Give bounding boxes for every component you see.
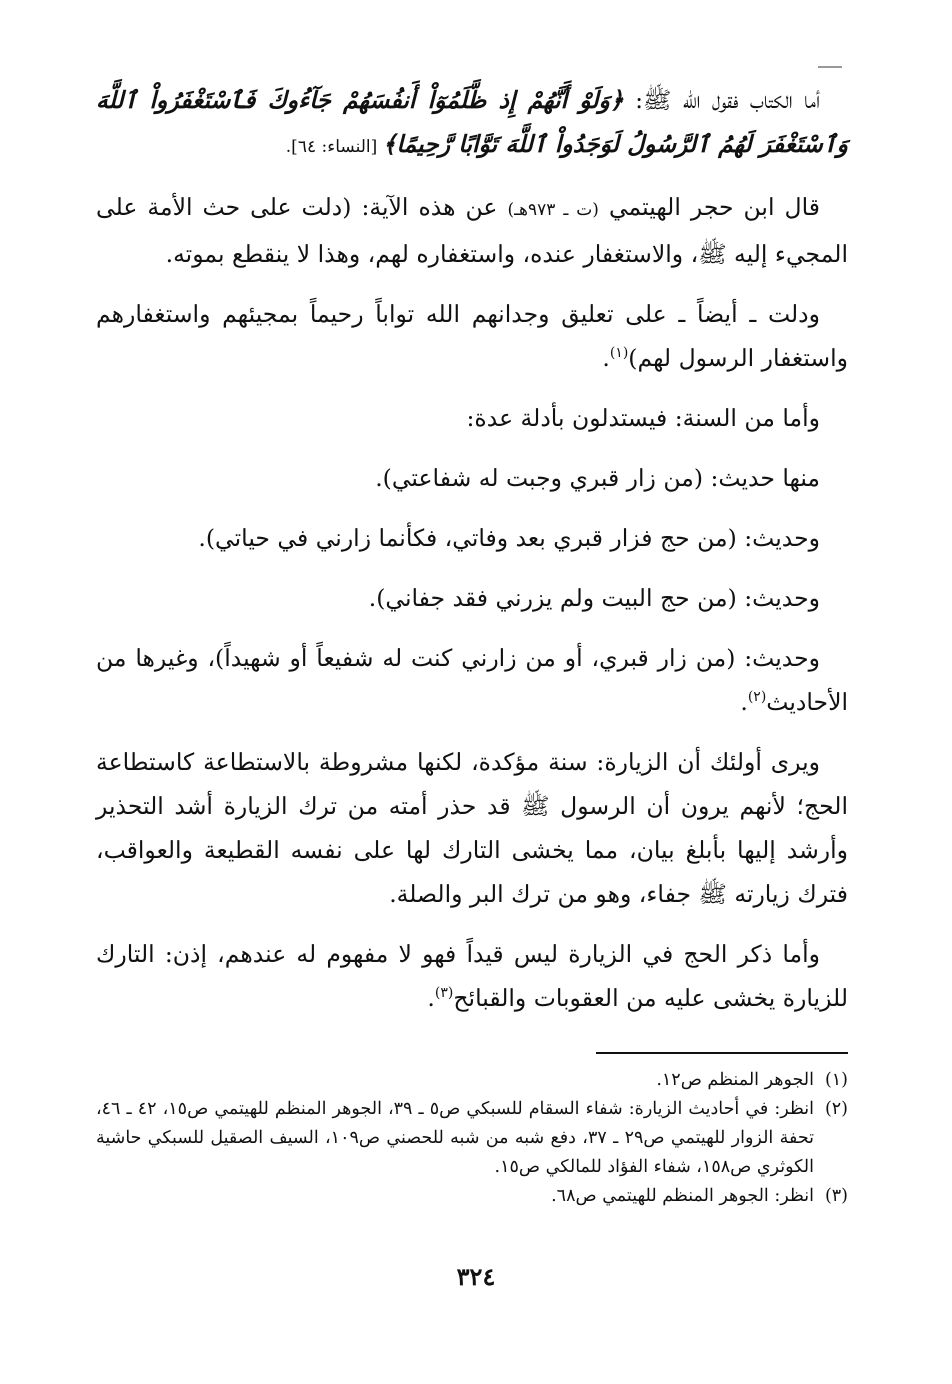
death-date: (ت ـ ٩٧٣هـ) [507, 200, 599, 220]
paragraph-hajj-condition: وأما ذكر الحج في الزيارة ليس قيداً فهو لا مفهوم له عندهم، إذن: التارك للزيارة يخشى عليه من العقوبات والقبائح$^{(٣)}$. [96, 940, 848, 1012]
footnote-2 [96, 1095, 848, 1182]
hadith-4: وحديث: (من زار قبري، أو من زارني كنت له شفيعاً أو شهيداً)، وغيرها من الأحاديث$^{(٢)}$. [96, 644, 848, 716]
hajj-condition-text: وأما ذكر الحج في الزيارة ليس قيداً فهو لا مفهوم له عندهم، إذن: التارك للزيارة يخشى عليه من العقوبات والقبائح [96, 940, 848, 1012]
hadith-4-text: وحديث: (من زار قبري، أو من زارني كنت له شفيعاً أو شهيداً)، وغيرها من الأحاديث [96, 644, 848, 716]
footnote-number: (١) [824, 1070, 848, 1090]
footnote-number: (٢) [824, 1099, 848, 1119]
top-margin-mark [818, 66, 842, 68]
paragraph-quote-continued: ودلت ـ أيضاً ـ على تعليق وجدانهم الله تواباً رحيماً بمجيئهم واستغفارهم واستغفار الرسول لهم)$^{(١)}$. [96, 300, 848, 372]
footnote-ref-3[interactable]: (٣) [434, 985, 454, 1002]
paragraph-visit-ruling: ويرى أولئك أن الزيارة: سنة مؤكدة، لكنها مشروطة بالاستطاعة كاستطاعة الحج؛ لأنهم يرون أن الرسول ﷺ قد حذر أمته من ترك الزيارة أشد التحذير وأرشد إليها بأبلغ بيان، مما يخشى التارك لها على نفسه القطيعة والعواقب، فترك زيارته ﷺ جفاء، وهو من ترك البر والصلة. [96, 748, 848, 908]
paragraph-ibn-hajar-quote [96, 185, 848, 276]
footnotes [96, 1066, 848, 1211]
paragraph-quran-evidence [96, 78, 848, 169]
verse-reference: [النساء: ٦٤]. [285, 137, 383, 157]
quote-text: عن هذه الآية: (دلت على حث الأمة على المجيء إليه ﷺ، والاستغفار عنده، واستغفاره لهم، وهذا لا ينقطع بموته. [96, 193, 848, 268]
paragraph-sunnah-intro: وأما من السنة: فيستدلون بأدلة عدة: [466, 404, 820, 432]
footnote-1 [96, 1066, 848, 1095]
footnote-text: انظر: في أحاديث الزيارة: شفاء السقام للسبكي ص٥ ـ ٣٩، الجوهر المنظم للهيتمي ص١٥، ٤٢ ـ ٤٦، تحفة الزوار للهيتمي ص٢٩ ـ ٣٧، دفع شبه من شبه للحصني ص١٠٩، السيف الصقيل للسبكي حاشية الكوثري ص١٥٨، شفاء الفؤاد للمالكي ص١٥. [96, 1099, 814, 1177]
hadith-1: منها حديث: (من زار قبري وجبت له شفاعتي). [375, 464, 820, 492]
quote-continued-text: ودلت ـ أيضاً ـ على تعليق وجدانهم الله تواباً رحيماً بمجيئهم واستغفارهم واستغفار الرسول لهم) [96, 300, 848, 372]
footnote-number: (٣) [824, 1186, 848, 1206]
paragraph-intro: أما الكتاب فقول الله ﷺ: [623, 86, 820, 114]
page-number: ٣٢٤ [456, 1262, 496, 1291]
main-text [96, 78, 848, 1036]
footnote-ref-2[interactable]: (٢) [747, 689, 767, 706]
footnote-3 [96, 1182, 848, 1211]
footnote-text: انظر: الجوهر المنظم للهيتمي ص٦٨. [551, 1186, 814, 1206]
quran-verse: ﴿وَلَوْ أَنَّهُمْ إِذ ظَّلَمُوٓاْ أَنفُسَهُمْ جَآءُوكَ فَٱسْتَغْفَرُواْ ٱللَّهَ وَٱسْتَغْفَرَ لَهُمُ ٱلرَّسُولُ لَوَجَدُواْ ٱللَّهَ تَوَّابًا رَّحِيمًا﴾ [96, 86, 848, 158]
footnote-ref-1[interactable]: (١) [609, 345, 629, 362]
hadith-3: وحديث: (من حج البيت ولم يزرني فقد جفاني). [368, 584, 820, 612]
quote-intro: قال ابن حجر الهيتمي [598, 193, 820, 221]
footnote-separator [596, 1052, 848, 1054]
hadith-2: وحديث: (من حج فزار قبري بعد وفاتي، فكأنما زارني في حياتي). [198, 524, 820, 552]
footnote-text: الجوهر المنظم ص١٢. [656, 1070, 814, 1090]
